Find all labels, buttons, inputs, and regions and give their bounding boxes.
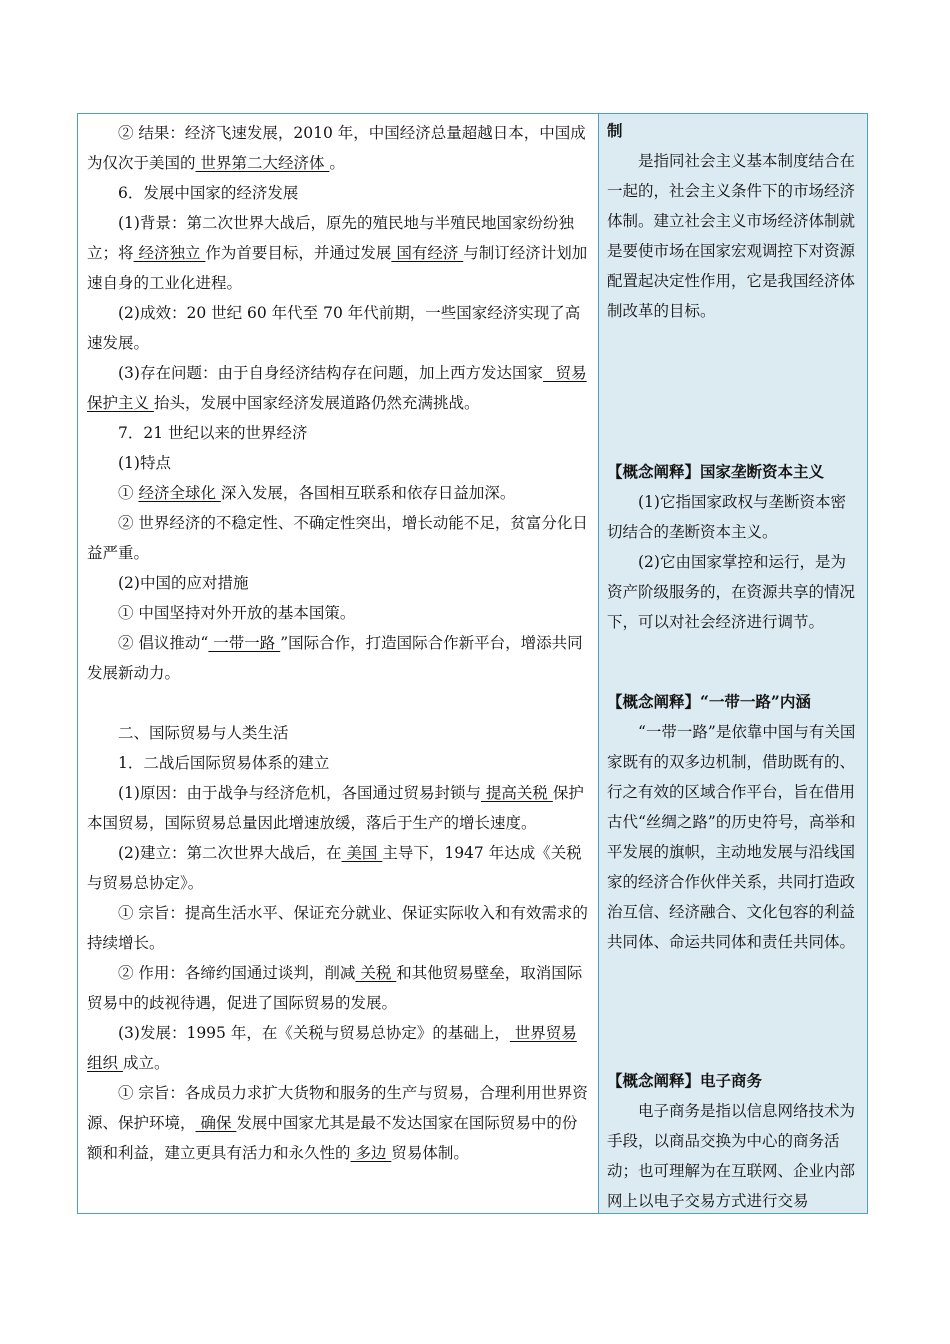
note-state-monopoly-capitalism <box>607 457 859 637</box>
note-heading: 【概念阐释】国家垄断资本主义 <box>607 462 825 481</box>
note-e-commerce <box>607 1066 859 1216</box>
paragraph: ① 中国坚持对外开放的基本国策。 <box>118 604 356 622</box>
paragraph: ② 结果：经济飞速发展，2010 年，中国经济总量超越日本，中国成为仅次于美国的 世界第二大经济体 。 <box>87 124 586 172</box>
section-heading: 6．发展中国家的经济发展 <box>118 184 299 202</box>
sidebar-notes <box>599 114 867 1213</box>
paragraph: (1)原因：由于战争与经济危机，各国通过贸易封锁与 提高关税 保护本国贸易，国际贸易总量因此增速放缓，落后于生产的增长速度。 <box>87 784 584 832</box>
paragraph: (3)发展：1995 年，在《关税与贸易总协定》的基础上， 世界贸易组织 成立。 <box>87 1024 577 1072</box>
paragraph: ② 倡议推动“ 一带一路 ”国际合作，打造国际合作新平台，增添共同发展新动力。 <box>87 634 583 682</box>
section-heading: 7．21 世纪以来的世界经济 <box>118 424 308 442</box>
content-table <box>77 113 868 1214</box>
note-body: 是指同社会主义基本制度结合在一起的，社会主义条件下的市场经济体制。建立社会主义市场经济体制就是要使市场在国家宏观调控下对资源配置起决定性作用，它是我国经济体制改革的目标。 <box>607 152 856 320</box>
note-heading: 【概念阐释】电子商务 <box>607 1071 763 1090</box>
paragraph: (1)特点 <box>118 454 171 472</box>
paragraph: (3)存在问题：由于自身经济结构存在问题，加上西方发达国家_ 贸易保护主义 抬头，发展中国家经济发展道路仍然充满挑战。 <box>87 364 587 412</box>
paragraph: ② 世界经济的不稳定性、不确定性突出，增长动能不足，贫富分化日益严重。 <box>87 514 588 562</box>
paragraph: ② 作用：各缔约国通过谈判，削减 关税 和其他贸易壁垒，取消国际贸易中的歧视待遇，促进了国际贸易的发展。 <box>87 964 583 1012</box>
note-belt-and-road <box>607 687 859 957</box>
paragraph: (1)背景：第二次世界大战后，原先的殖民地与半殖民地国家纷纷独立；将 经济独立 作为首要目标，并通过发展 国有经济 与制订经济计划加速自身的工业化进程。 <box>87 214 588 292</box>
paragraph: ① 宗旨：提高生活水平、保证充分就业、保证实际收入和有效需求的持续增长。 <box>87 904 588 952</box>
paragraph: (2)成效：20 世纪 60 年代至 70 年代前期，一些国家经济实现了高速发展。 <box>87 304 581 352</box>
note-body: (1)它指国家政权与垄断资本密切结合的垄断资本主义。 <box>607 493 846 541</box>
section-heading: 二、国际贸易与人类生活 <box>118 724 289 742</box>
note-body: 电子商务是指以信息网络技术为手段，以商品交换为中心的商务活动；也可理解为在互联网、企业内部网上以电子交易方式进行交易 <box>607 1102 856 1210</box>
section-heading: 1．二战后国际贸易体系的建立 <box>118 754 330 772</box>
paragraph: (2)建立：第二次世界大战后，在 美国 主导下，1947 年达成《关税与贸易总协定》。 <box>87 844 582 892</box>
note-heading: 制 <box>607 121 623 140</box>
paragraph: ① 经济全球化 深入发展，各国相互联系和依存日益加深。 <box>118 484 516 502</box>
paragraph: ① 宗旨：各成员力求扩大货物和服务的生产与贸易，合理利用世界资源、保护环境， 确保 发展中国家尤其是最不发达国家在国际贸易中的份额和利益，建立更具有活力和永久性的 多边 贸易体制。 <box>87 1084 588 1162</box>
note-body: “一带一路”是依靠中国与有关国家既有的双多边机制，借助既有的、行之有效的区域合作平台，旨在借用古代“丝绸之路”的历史符号，高举和平发展的旗帜，主动地发展与沿线国家的经济合作伙伴关系，共同打造政治互信、经济融合、文化包容的利益共同体、命运共同体和责任共同体。 <box>607 723 856 951</box>
paragraph: (2)中国的应对措施 <box>118 574 249 592</box>
note-socialist-market-economy <box>607 116 859 326</box>
note-heading: 【概念阐释】“一带一路”内涵 <box>607 692 811 711</box>
spacer <box>87 688 589 718</box>
note-body: (2)它由国家掌控和运行，是为资产阶级服务的，在资源共享的情况下，可以对社会经济进行调节。 <box>607 553 856 631</box>
main-column <box>78 114 599 1213</box>
